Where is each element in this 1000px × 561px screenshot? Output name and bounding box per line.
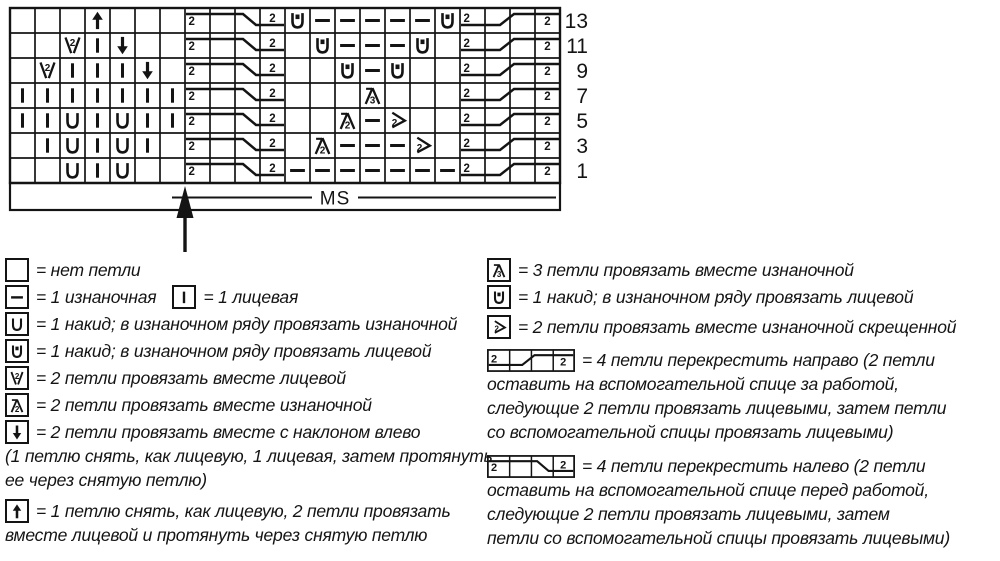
svg-text:2: 2 — [269, 112, 276, 125]
symbol-yarn-over-knit-icon — [393, 63, 403, 77]
legend-left-column — [5, 258, 493, 550]
symbol-yarn-over-knit-icon — [495, 291, 503, 302]
legend-text-continuation: следующие 2 петли провязать лицевыми, затем петли — [487, 398, 947, 418]
svg-text:2: 2 — [544, 16, 551, 28]
chart-row — [92, 12, 559, 29]
legend-text: = 1 лицевая — [203, 287, 299, 307]
svg-text:2: 2 — [269, 37, 276, 50]
svg-text:2: 2 — [188, 166, 195, 178]
legend-item — [5, 499, 487, 547]
legend-item — [5, 420, 493, 492]
legend-text-continuation: петли со вспомогательной спицы провязать лицевыми) — [487, 528, 950, 548]
symbol-yarn-over-knit-icon — [318, 38, 328, 52]
svg-text:2: 2 — [544, 41, 551, 53]
legend-symbol-yarn-over-knit-icon — [5, 339, 29, 363]
knitting-chart-svg — [0, 0, 620, 256]
ms-label: MS — [319, 188, 351, 210]
symbol-slip-1-knit-1-pass-over-icon — [142, 62, 153, 79]
legend-text: = 2 петли провязать вместе изнаночной — [36, 395, 372, 415]
legend-symbol-knit-stitch-icon — [172, 285, 196, 309]
legend-symbol-purl-2-together-icon — [5, 393, 29, 417]
svg-text:2: 2 — [44, 63, 51, 74]
svg-text:2: 2 — [14, 404, 20, 414]
symbol-purl-3-together-icon — [366, 88, 380, 106]
symbol-yarn-over-purl-icon — [118, 163, 128, 177]
legend-text: = 1 накид; в изнаночном ряду провязать лицевой — [36, 341, 432, 361]
legend-right-column — [487, 258, 999, 553]
row-number: 1 — [576, 160, 588, 183]
svg-text:2: 2 — [560, 459, 567, 472]
symbol-yarn-over-knit-icon — [343, 63, 353, 77]
svg-text:2: 2 — [269, 87, 276, 100]
svg-text:2: 2 — [188, 116, 195, 128]
symbol-purl-2-together-twisted-icon — [494, 321, 504, 334]
legend-symbol-no-stitch-icon — [5, 258, 29, 282]
legend-symbol-yarn-over-purl-icon — [5, 312, 29, 336]
legend-item — [5, 393, 487, 417]
row-number: 7 — [576, 85, 588, 108]
svg-text:2: 2 — [544, 116, 551, 128]
symbol-slip-1-knit-1-pass-over-icon — [117, 37, 128, 54]
legend-text-continuation: (1 петлю снять, как лицевую, 1 лицевая, затем протянуть — [5, 446, 493, 466]
symbol-yarn-over-knit-icon — [443, 13, 453, 27]
knitting-chart — [0, 0, 620, 261]
legend-item — [487, 315, 999, 339]
legend-item — [487, 285, 999, 309]
symbol-purl-2-together-icon — [316, 138, 330, 156]
svg-text:2: 2 — [560, 356, 567, 369]
symbol-knit-2-together-icon — [11, 372, 22, 385]
svg-text:2: 2 — [544, 91, 551, 103]
svg-text:2: 2 — [69, 38, 76, 49]
legend-text: = 1 изнаночная — [36, 287, 157, 307]
pattern-start-arrow — [177, 186, 194, 252]
legend-symbol-cable-4-cross-right-icon — [487, 349, 575, 372]
legend-symbol-cable-4-cross-left-icon — [487, 455, 575, 478]
legend-text-continuation: оставить на вспомогательной спице за работой, — [487, 374, 899, 394]
svg-text:2: 2 — [188, 66, 195, 78]
svg-text:2: 2 — [544, 66, 551, 78]
svg-text:2: 2 — [463, 37, 470, 50]
row-number: 13 — [564, 10, 588, 33]
svg-text:2: 2 — [463, 137, 470, 150]
symbol-yarn-over-knit-icon — [293, 13, 303, 27]
symbol-slip-1-knit-2tog-pass-over-icon — [13, 504, 21, 518]
svg-text:2: 2 — [391, 117, 398, 129]
svg-text:2: 2 — [544, 141, 551, 153]
legend-text-continuation: вместе лицевой и протянуть через снятую петлю — [5, 525, 428, 545]
legend-symbol-slip-1-knit-2tog-pass-over-icon — [5, 499, 29, 523]
legend-item — [5, 258, 487, 282]
legend-text: = 1 накид; в изнаночном ряду провязать изнаночной — [36, 314, 458, 334]
chart-row — [48, 138, 560, 157]
svg-text:2: 2 — [490, 353, 497, 366]
legend-symbol-purl-stitch-icon — [5, 285, 29, 309]
symbol-purl-2-together-twisted-icon — [417, 138, 430, 154]
svg-text:2: 2 — [188, 141, 195, 153]
legend-text: = 2 петли провязать вместе лицевой — [36, 368, 346, 388]
legend-symbol-slip-1-knit-1-pass-over-icon — [5, 420, 29, 444]
symbol-purl-2-together-icon — [12, 399, 23, 413]
legend-text-continuation: оставить на вспомогательной спице перед работой, — [487, 480, 929, 500]
legend-symbol-yarn-over-knit-icon — [487, 285, 511, 309]
symbol-knit-2-together-icon — [41, 63, 55, 79]
legend-item — [487, 454, 999, 550]
symbol-yarn-over-purl-icon — [68, 113, 78, 127]
svg-text:2: 2 — [188, 41, 195, 53]
legend-item — [487, 258, 999, 282]
row-number: 3 — [576, 135, 588, 158]
svg-text:3: 3 — [369, 95, 376, 107]
symbol-yarn-over-purl-icon — [13, 318, 21, 329]
svg-text:2: 2 — [269, 137, 276, 150]
row-number: 11 — [566, 35, 588, 58]
svg-text:2: 2 — [188, 91, 195, 103]
legend-item — [487, 348, 999, 444]
legend-text: = 1 петлю снять, как лицевую, 2 петли провязать — [36, 501, 451, 521]
legend-text: = 4 петли перекрестить налево (2 петли — [582, 456, 926, 476]
symbol-yarn-over-purl-icon — [68, 163, 78, 177]
legend-item — [5, 366, 487, 390]
symbol-yarn-over-knit-icon — [418, 38, 428, 52]
svg-text:3: 3 — [496, 269, 502, 279]
svg-text:2: 2 — [490, 461, 497, 474]
chart-row — [23, 113, 560, 132]
legend-item — [5, 312, 487, 336]
symbol-purl-2-together-icon — [341, 113, 355, 131]
chart-row — [41, 62, 560, 79]
svg-text:2: 2 — [14, 371, 20, 381]
legend-text: = 2 петли провязать вместе с наклоном влево — [36, 422, 421, 442]
symbol-yarn-over-knit-icon — [13, 345, 21, 356]
legend-text-continuation: следующие 2 петли провязать лицевыми, затем — [487, 504, 890, 524]
symbol-purl-2-together-twisted-icon — [392, 113, 405, 129]
svg-text:2: 2 — [463, 62, 470, 75]
legend-text: = 4 петли перекрестить направо (2 петли — [582, 350, 935, 370]
row-number: 5 — [576, 110, 588, 133]
legend-symbol-purl-2-together-twisted-icon — [487, 315, 511, 339]
symbol-yarn-over-purl-icon — [118, 113, 128, 127]
row-number: 9 — [576, 60, 588, 83]
symbol-yarn-over-purl-icon — [118, 138, 128, 152]
svg-text:2: 2 — [416, 142, 423, 154]
legend-item — [5, 285, 487, 309]
svg-text:2: 2 — [463, 12, 470, 25]
chart-grid — [10, 8, 560, 183]
legend-text-continuation: ее через снятую петлю) — [5, 470, 207, 490]
svg-text:2: 2 — [463, 112, 470, 125]
symbol-yarn-over-purl-icon — [68, 138, 78, 152]
svg-text:2: 2 — [269, 12, 276, 25]
svg-text:2: 2 — [269, 162, 276, 175]
legend-text: = 2 петли провязать вместе изнаночной скрещенной — [518, 317, 957, 337]
svg-text:2: 2 — [188, 16, 195, 28]
symbol-slip-1-knit-1-pass-over-icon — [13, 426, 21, 440]
legend-item — [5, 339, 487, 363]
legend-text: = нет петли — [36, 260, 141, 280]
symbol-slip-1-knit-2tog-pass-over-icon — [92, 12, 103, 29]
legend-text: = 3 петли провязать вместе изнаночной — [518, 260, 854, 280]
svg-text:2: 2 — [544, 166, 551, 178]
symbol-knit-2-together-icon — [66, 38, 80, 54]
svg-text:2: 2 — [463, 162, 470, 175]
symbol-purl-3-together-icon — [494, 264, 505, 278]
legend-text: = 1 накид; в изнаночном ряду провязать лицевой — [518, 287, 914, 307]
legend-text-continuation: со вспомогательной спицы провязать лицевыми) — [487, 422, 894, 442]
svg-text:2: 2 — [269, 62, 276, 75]
svg-text:2: 2 — [344, 120, 351, 132]
svg-text:2: 2 — [319, 145, 326, 157]
svg-text:2: 2 — [463, 87, 470, 100]
svg-text:2: 2 — [494, 324, 499, 334]
legend-symbol-knit-2-together-icon — [5, 366, 29, 390]
legend-symbol-purl-3-together-icon — [487, 258, 511, 282]
chart-row — [23, 88, 560, 107]
